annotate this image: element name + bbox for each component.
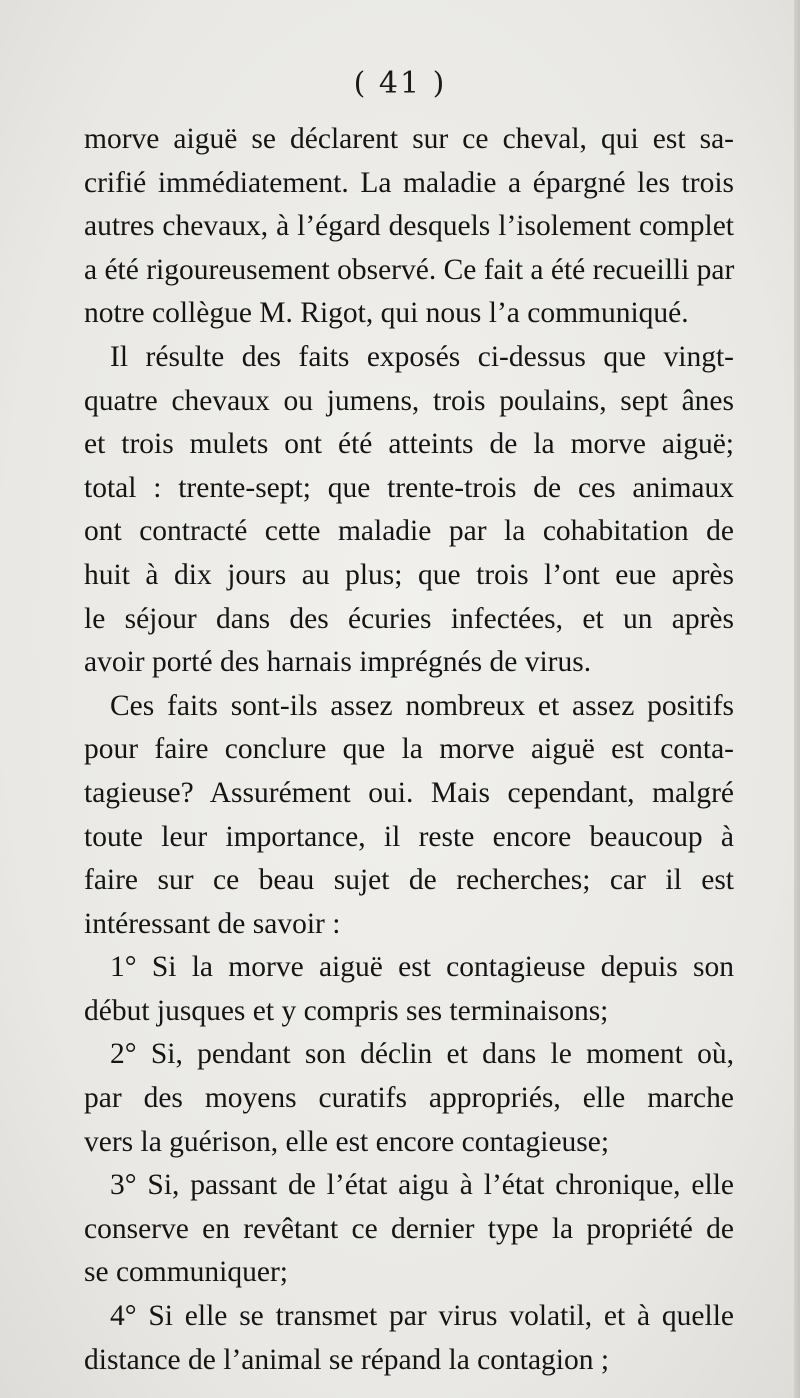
text-line: vers la guérison, elle est encore contagieuse; [84,1125,610,1158]
text-line: total : trente-sept; que trente-trois de ces animaux [84,471,734,504]
text-line: et trois mulets ont été atteints de la morve aiguë; [84,428,734,461]
text-line: 3° Si, passant de l’état aigu à l’état chronique, elle [110,1169,734,1202]
text-line: faire sur ce beau sujet de recherches; car il est [84,864,734,897]
text-line: 4° Si elle se transmet par virus volatil, et à quelle [110,1300,734,1333]
text-line: 2° Si, pendant son déclin et dans le moment où, [110,1038,734,1071]
text-line: intéressant de savoir : [84,907,341,940]
text-line: Il résulte des faits exposés ci-dessus que vingt- [110,340,734,373]
text-line: avoir porté des harnais imprégnés de virus. [84,646,592,679]
text-line: 1° Si la morve aiguë est contagieuse depuis son [110,951,734,984]
text-line: notre collègue M. Rigot, qui nous l’a communiqué. [84,297,689,330]
text-line: Ces faits sont-ils assez nombreux et assez positifs [110,689,734,722]
text-line: se communiquer; [84,1256,288,1289]
text-line: morve aiguë se déclarent sur ce cheval, qui est sa- [84,123,734,155]
text-line: par des moyens curatifs appropriés, elle marche [84,1082,734,1115]
body-text [84,118,734,1382]
text-line: conserve en revêtant ce dernier type la propriété de [84,1212,734,1245]
text-line: distance de l’animal se répand la contagion ; [84,1343,610,1376]
text-line: quatre chevaux ou jumens, trois poulains, sept ânes [84,384,734,417]
text-line: le séjour dans des écuries infectées, et un après [84,602,734,635]
text-line: début jusques et y compris ses terminaisons; [84,994,609,1027]
text-line: tagieuse? Assurément oui. Mais cependant, malgré [84,776,734,809]
text-line: autres chevaux, à l’égard desquels l’isolement complet [84,210,734,243]
page-edge [794,0,800,1398]
text-line: ont contracté cette maladie par la cohabitation de [84,515,734,548]
text-line: a été rigoureusement observé. Ce fait a été recueilli par [84,253,735,286]
text-line: huit à dix jours au plus; que trois l’ont eue après [84,558,734,591]
text-line: crifié immédiatement. La maladie a épargné les trois [84,166,734,199]
text-line: toute leur importance, il reste encore beaucoup à [84,820,734,853]
text-line: pour faire conclure que la morve aiguë est conta- [84,733,734,766]
page-number: ( 41 ) [353,66,447,101]
